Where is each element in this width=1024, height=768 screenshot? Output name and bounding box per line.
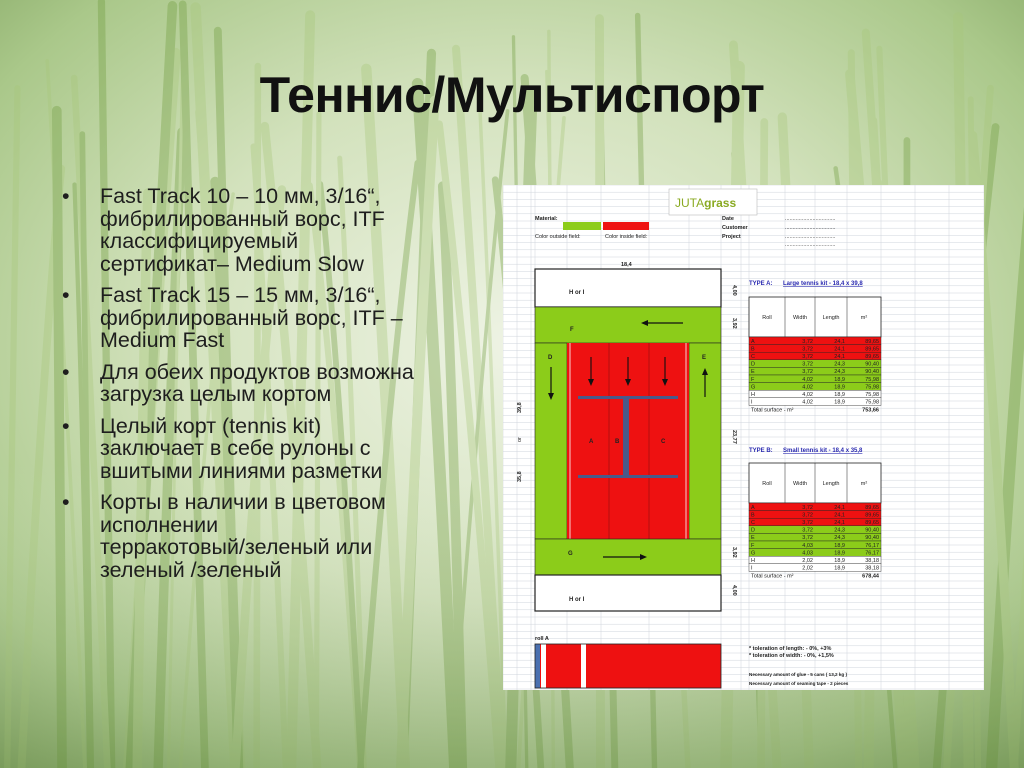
length-label: 39,8 — [517, 402, 523, 413]
tape-note: Necessary amount of seaming tape - 2 pieces — [749, 681, 849, 686]
bullet-line: терракотовый/зеленый или — [100, 535, 373, 559]
table-cell: 90,40 — [865, 369, 879, 376]
table-row — [749, 541, 881, 549]
table-cell: 18,9 — [834, 558, 845, 564]
table-row — [749, 549, 881, 557]
table-row — [749, 511, 881, 519]
bullet-dot: • — [62, 413, 70, 438]
table-row — [749, 526, 881, 534]
table-cell: 18,9 — [834, 384, 845, 391]
table-row — [749, 518, 881, 526]
table-cell: G — [751, 550, 756, 557]
table-header: m² — [860, 481, 868, 487]
jutagrass-logo — [669, 189, 757, 215]
type-a-desc: Large tennis kit - 18,4 x 39,8 — [783, 281, 863, 287]
table-row — [749, 375, 881, 383]
end-depth-top: 4,00 — [731, 285, 737, 296]
court-width-label: 18,4 — [621, 262, 632, 268]
total-label: Total surface - m² — [751, 573, 794, 580]
bullet-line: зеленый /зеленый — [100, 557, 282, 582]
bullet-dot: • — [62, 490, 70, 514]
table-row — [749, 564, 881, 572]
table-row — [749, 398, 881, 406]
table-cell: 75,98 — [865, 392, 879, 398]
table-cell: 4,02 — [802, 376, 813, 383]
table-cell: F — [751, 376, 755, 383]
table-cell: 4,02 — [802, 392, 813, 398]
roll-f — [535, 307, 721, 343]
bullet-line: исполнении — [100, 512, 219, 537]
table-cell: 3,72 — [802, 346, 813, 353]
table-cell: 24,1 — [834, 512, 845, 519]
inside-color-swatch — [603, 222, 649, 230]
roll-h-bottom — [535, 575, 721, 611]
end-depth-bottom: 4,00 — [731, 585, 737, 596]
table-cell: 24,1 — [834, 504, 845, 511]
table-cell: B — [751, 346, 755, 353]
logo-juta: JUTA — [675, 196, 705, 210]
bullet-line: Fast Track 10 – 10 мм, 3/16“, — [100, 184, 381, 208]
bullet-line: фибрилированный ворс, ITF – — [100, 305, 403, 330]
table-cell: 38,18 — [865, 565, 879, 572]
table-cell: 89,65 — [865, 504, 879, 511]
table-cell: 3,72 — [802, 520, 813, 526]
table-cell: 4,03 — [802, 550, 813, 557]
roll-a-label: A — [589, 439, 594, 445]
table-cell: 24,1 — [834, 354, 845, 360]
type-b-title: TYPE B: — [749, 448, 773, 454]
bullet-line: Целый корт (tennis kit) — [100, 413, 322, 438]
table-cell: 89,65 — [865, 520, 879, 526]
table-cell: 18,9 — [834, 550, 845, 557]
table-cell: 3,72 — [802, 512, 813, 519]
total-value: 753,66 — [862, 407, 879, 414]
table-cell: 4,02 — [802, 384, 813, 391]
bullet-line: фибрилированный ворс, ITF — [100, 206, 385, 231]
type-b-desc: Small tennis kit - 18,4 x 35,8 — [783, 448, 863, 454]
customer-label: Customer — [722, 225, 748, 231]
table-cell: A — [751, 504, 755, 511]
bullet-list — [62, 185, 492, 590]
table-cell: 24,1 — [834, 346, 845, 353]
table-cell: 2,02 — [802, 565, 813, 572]
table-cell: 75,98 — [865, 376, 879, 383]
tolerance-length: * toleration of length: - 0%, +3% — [749, 646, 832, 652]
bullet-line: классифицируемый — [100, 229, 299, 253]
glue-note: Necessary amount of glue - 5 cans ( 13,2 kg ) — [749, 672, 848, 677]
table-cell: 18,9 — [834, 542, 845, 549]
table-cell: 24,3 — [834, 361, 845, 368]
bullet-item — [62, 415, 492, 483]
bullet-item — [62, 284, 492, 352]
customer-dots: ................................. — [785, 225, 836, 231]
date-label: Date — [722, 216, 734, 222]
bullet-line: загрузка целым кортом — [100, 382, 332, 406]
type-a-table — [749, 297, 881, 413]
color-inside-label: Color inside field: — [605, 234, 648, 240]
table-cell: 24,3 — [834, 535, 845, 542]
table-header: Roll — [762, 481, 772, 487]
project-dots: ................................. — [785, 234, 836, 240]
table-header: Length — [822, 315, 840, 321]
table-cell: A — [751, 338, 755, 345]
table-row — [749, 390, 881, 398]
table-cell: 24,1 — [834, 520, 845, 526]
bullet-line: Корты в наличии в цветовом — [100, 490, 386, 514]
total-value: 678,44 — [862, 573, 879, 580]
outside-color-swatch — [563, 222, 601, 230]
bullet-dot: • — [62, 184, 70, 208]
roll-c-label: C — [661, 439, 666, 445]
inner-length-label: 23,77 — [731, 430, 737, 444]
table-cell: F — [751, 542, 755, 549]
table-row — [749, 352, 881, 360]
table-cell: 18,9 — [834, 392, 845, 398]
table-cell: 75,98 — [865, 384, 879, 391]
bullet-item — [62, 185, 492, 275]
roll-a-strip — [535, 644, 721, 688]
bullet-line: Для обеих продуктов возможна — [100, 359, 414, 384]
table-cell: H — [751, 392, 755, 398]
table-cell: C — [751, 354, 755, 360]
roll-g-label: G — [568, 551, 573, 557]
table-cell: 90,40 — [865, 535, 879, 542]
table-cell: 4,03 — [802, 542, 813, 549]
svg-text:JUTAgrass — [675, 196, 736, 210]
table-cell: 76,17 — [865, 542, 879, 549]
table-row — [749, 533, 881, 541]
table-cell: E — [751, 535, 755, 542]
roll-b-label: B — [615, 439, 620, 445]
table-cell: 38,18 — [865, 558, 879, 564]
bullet-line: вшитыми линиями разметки — [100, 458, 383, 483]
bullet-line: сертификат– Medium Slow — [100, 251, 364, 276]
table-row — [749, 345, 881, 353]
roll-d-label: D — [548, 355, 553, 361]
table-row — [749, 337, 881, 345]
table-cell: D — [751, 361, 755, 368]
bullet-dot: • — [62, 359, 70, 384]
table-cell: B — [751, 512, 755, 519]
table-cell: 18,9 — [834, 399, 845, 406]
table-cell: 3,72 — [802, 369, 813, 376]
bullet-line: Fast Track 15 – 15 мм, 3/16“, — [100, 283, 381, 307]
table-cell: 24,3 — [834, 527, 845, 534]
table-cell: 3,72 — [802, 338, 813, 345]
table-cell: I — [751, 565, 753, 572]
table-cell: 90,40 — [865, 361, 879, 368]
table-cell: 89,65 — [865, 512, 879, 519]
total-label: Total surface - m² — [751, 407, 794, 414]
table-cell: 3,72 — [802, 361, 813, 368]
table-row — [749, 383, 881, 391]
tolerance-width: * toleration of width: - 0%, +1,5% — [749, 653, 834, 659]
table-row — [749, 556, 881, 564]
table-cell: 24,3 — [834, 369, 845, 376]
bullet-dot: • — [62, 283, 70, 307]
table-cell: H — [751, 558, 755, 564]
logo-grass: grass — [704, 196, 737, 210]
court-drawing — [517, 269, 737, 611]
table-cell: D — [751, 527, 755, 534]
table-cell: G — [751, 384, 756, 391]
table-header: Roll — [762, 315, 772, 321]
color-outside-label: Color outside field: — [535, 234, 581, 240]
outer-length-label: 35,8 — [517, 471, 523, 482]
roll-f-label: F — [570, 327, 574, 333]
project-dots-2: ................................. — [785, 242, 836, 248]
table-row — [749, 503, 881, 511]
bullet-line: Medium Fast — [100, 328, 225, 352]
table-cell: 75,98 — [865, 399, 879, 406]
type-a-title: TYPE A: — [749, 281, 773, 287]
table-header: Width — [792, 315, 808, 321]
roll-h-top-label: H or I — [569, 290, 585, 296]
bullet-item — [62, 491, 492, 581]
table-cell: 3,72 — [802, 504, 813, 511]
table-cell: 3,72 — [802, 527, 813, 534]
roll-h-bottom-label: H or I — [569, 597, 585, 603]
table-cell: 24,1 — [834, 338, 845, 345]
table-cell: 18,9 — [834, 565, 845, 572]
table-cell: 76,17 — [865, 550, 879, 557]
table-cell: 90,40 — [865, 527, 879, 534]
side-margin-top: 3,92 — [731, 318, 737, 329]
table-cell: 89,65 — [865, 354, 879, 360]
table-cell: 89,65 — [865, 338, 879, 345]
project-label: Project — [722, 234, 741, 240]
material-label: Material: — [535, 216, 558, 222]
table-cell: 89,65 — [865, 346, 879, 353]
table-cell: 2,02 — [802, 558, 813, 564]
roll-h-top — [535, 269, 721, 307]
type-b-table — [749, 463, 881, 579]
bullet-line: заключает в себе рулоны с — [100, 436, 371, 460]
court-spec-sheet — [503, 185, 984, 690]
side-margin-bottom: 3,92 — [731, 547, 737, 558]
table-row — [749, 360, 881, 368]
table-header: Width — [792, 481, 808, 487]
date-dots: ................................. — [785, 216, 836, 222]
slide-title: Теннис/Мультиспорт — [259, 67, 765, 123]
table-cell: I — [751, 399, 753, 406]
table-cell: C — [751, 520, 755, 526]
table-header: m² — [860, 315, 868, 321]
bullet-item — [62, 361, 492, 406]
table-header: Length — [822, 481, 840, 487]
table-row — [749, 367, 881, 375]
table-cell: E — [751, 369, 755, 376]
roll-e-label: E — [702, 355, 707, 361]
table-cell: 18,9 — [834, 376, 845, 383]
dimension-marker: or — [517, 437, 523, 442]
table-cell: 3,72 — [802, 535, 813, 542]
table-cell: 4,02 — [802, 399, 813, 406]
table-cell: 3,72 — [802, 354, 813, 360]
roll-a-strip-label: roll A — [535, 636, 549, 642]
